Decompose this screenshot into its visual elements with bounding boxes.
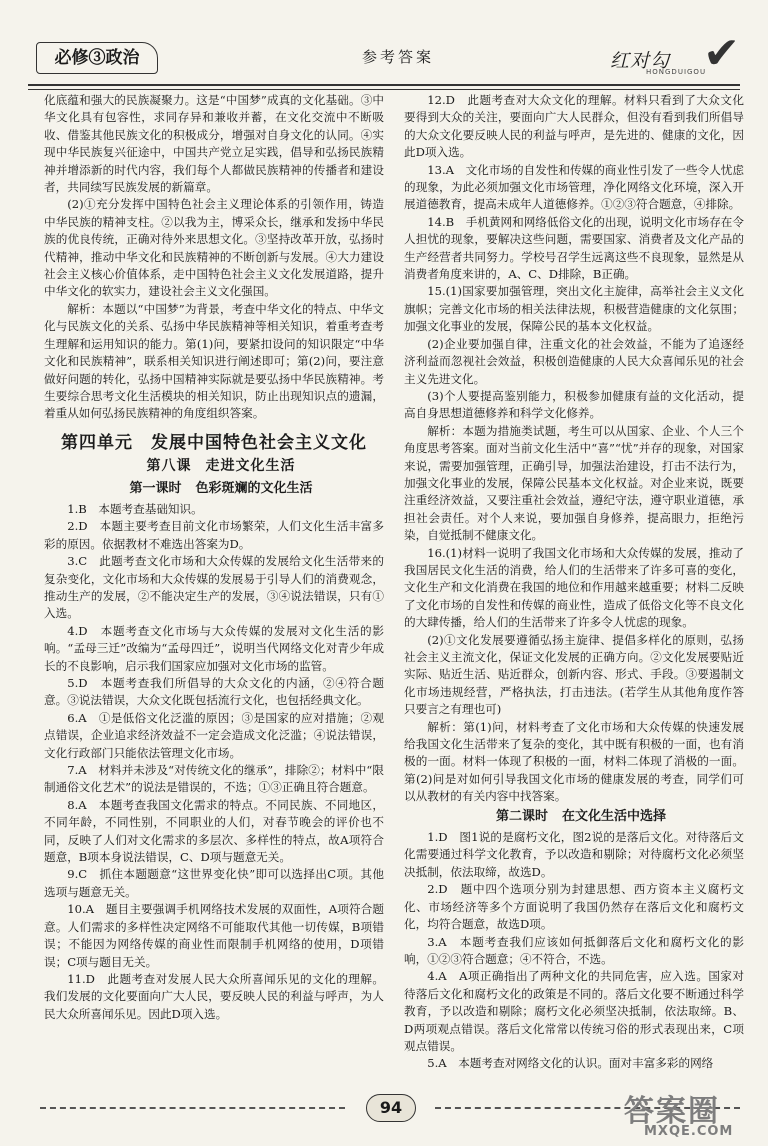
period-heading [44, 480, 384, 497]
lesson-title: 走进文化生活 [205, 458, 296, 475]
period-heading [404, 808, 744, 825]
answer-item: 5.D 本题考查我们所倡导的大众文化的内涵，②④符合题意。③说法错误，大众文化既包括流行文化，也包括经典文化。 [44, 676, 384, 708]
answer-item: 10.A 题目主要强调手机网络技术发展的双面性，A项符合题意。人们需求的多样性决定网络不可能取代其他一切传媒，B项错误；不能因为网络传媒的商业性而限制手机网络的使用，D项错误；C项与题目无关。 [44, 902, 384, 969]
answer-item: 6.A ①是低俗文化泛滥的原因；③是国家的应对措施；②观点错误，企业追求经济效益不一定会造成文化泛滥；④说法错误，文化行政部门只能依法管理文化市场。 [44, 710, 384, 760]
paragraph: 化底蕴和强大的民族凝聚力。这是“中国梦”成真的文化基础。③中华文化具有包容性，求同存异和兼收并蓄，在文化交流中不断吸收、借鉴其他民族文化的积极成分，增强对自身文化的认同。④实现中华民族复兴征途中，中国共产党立足实践，倡导和弘扬民族精神并增添新的时代内容，我们每个人都做民族精神的传播者和建设者，共同续写民族发展的新篇章。 [44, 93, 384, 195]
paragraph: (2)①充分发挥中国特色社会主义理论体系的引领作用，铸造中华民族的精神支柱。②以我为主，博采众长，继承和发扬中华民族的优良传统，正确对待外来思想文化。③坚持改革开放，弘扬时代精神，推动中华文化和民族精神的不断创新与发展。④大力建设社会主义核心价值体系，走中国特色社会主义文化发展道路，提升中华文化的软实力，建设社会主义文化强国。 [44, 197, 384, 299]
answer-item: 1.D 图1说的是腐朽文化，图2说的是落后文化。对待落后文化需要通过科学文化教育，予以改造和剔除；对待腐朽文化必须坚决抵制，依法取缔，故选D。 [404, 830, 744, 879]
answer-item: 5.A 本题考查对网络文化的认识。面对丰富多彩的网络 [427, 1056, 714, 1071]
unit-heading: 第四单元 发展中国特色社会主义文化 [61, 432, 367, 453]
answer-item: 13.A 文化市场的自发性和传媒的商业性引发了一些令人忧虑的现象，为此必须加强文化市场管理，净化网络文化环境，深入开展道德教育，提高未成年人道德修养。①②③符合题意，④排除。 [404, 162, 744, 212]
answer-item: 14.B 手机黄网和网络低俗文化的出现，说明文化市场存在令人担忧的现象，要解决这些问题，需要国家、消费者及文化产品的生产经营者共同努力。学校号召学生远离这些不良现象，显然是从消费者角度来讲的，A、C、D排除，B正确。 [404, 214, 744, 282]
page-number: 94 [366, 1094, 416, 1122]
footer-divider [40, 1107, 345, 1109]
period-title: 在文化生活中选择 [562, 808, 667, 824]
book-title: 必修③政治 [36, 42, 158, 74]
answer-item: 4.A A项正确指出了两种文化的共同危害，应入选。国家对待落后文化和腐朽文化的政策是不同的。落后文化要不断通过科学教育，予以改造和剔除；腐朽文化必须坚决抵制，依法取缔。B、D两项观点错误。落后文化常常以传统习俗的形式表现出来，C项观点错误。 [404, 969, 744, 1053]
lesson-heading [44, 458, 384, 475]
answer-item: 12.D 此题考查对大众文化的理解。材料只看到了大众文化要得到大众的关注，要面向广大人民群众，但没有看到我们所倡导的大众文化要反映人民的利益与呼声，是先进的、健康的文化，因此D项入选。 [404, 93, 744, 160]
answer-item: (3)个人要提高鉴别能力，积极参加健康有益的文化活动，提高自身思想道德修养和科学文化修养。 [404, 388, 744, 421]
logo-subtext: HONGDUIGOU [646, 68, 707, 76]
right-column [404, 92, 744, 1073]
answer-item: 7.A 材料并未涉及“对传统文化的继承”，排除②；材料中“限制通俗文化艺术”的说法是错误的，不选；①③正确且符合题意。 [44, 763, 384, 795]
answer-item: 16.(1)材料一说明了我国文化市场和大众传媒的发展，推动了我国居民文化生活的消费，给人们的生活带来了许多可喜的变化，文化生产和文化消费在我国的地位和作用越来越重要；材料二反映了文化市场的自发性和传媒的商业性，造成了低俗文化等不良文化的大肆传播，给人们的生活带来了许多令人忧虑的现象。 [404, 545, 744, 630]
analysis-paragraph: 解析：第(1)问，材料考查了文化市场和大众传媒的快速发展给我国文化生活带来了复杂的变化，其中既有积极的一面，也有消极的一面。材料一体现了积极的一面，材料二体现了消极的一面。第(2)问是对如何引导我国文化市场的健康发展的考查，同学们可以从教材的有关内容中找答案。 [404, 719, 744, 804]
lesson-number: 第八课 [146, 458, 192, 475]
period-number: 第二课时 [495, 808, 548, 824]
answer-item: (2)①文化发展要遵循弘扬主旋律、提倡多样化的原则，弘扬社会主义主流文化，保证文化发展的正确方向。②文化发展要贴近实际、贴近生活、贴近群众，创新内容、形式、手段。③要遏制文化市场违规经营，严格执法，打击违法。(若学生从其他角度作答只要言之有理也可) [404, 632, 744, 717]
answer-item: 2.D 本题主要考查目前文化市场繁荣，人们文化生活丰富多彩的原因。依据教材不难选出答案为D。 [44, 519, 384, 551]
analysis-paragraph: 解析：本题为措施类试题，考生可以从国家、企业、个人三个角度思考答案。面对当前文化生活中“喜”“忧”并存的现象，对国家来说，需要加强管理，正确引导，加强法治建设，打击不法行为，加强文化事业的发展，保障公民基本文化权益。对企业来说，既要注重经济效益，又要注重社会效益，遵纪守法，遵守职业道德，承担社会责任。对个人来说，要加强自身修养，提高眼力，拒绝污染，自觉抵制不健康文化。 [404, 423, 744, 543]
analysis-paragraph: 解析：本题以“中国梦”为背景，考查中华文化的特点、中华文化与民族文化的关系、弘扬中华民族精神等相关知识，着重考查考生理解和运用知识的能力。第(1)问，要紧扣设问的知识限定“中华文化和民族精神”，联系相关知识进行阐述即可；第(2)问，要注意做好问题的转化，弘扬中国精神实际就是要弘扬中华民族精神。考生要综合思考文化生活模块的相关知识，防止出现知识点的遗漏，着重从如何弘扬民族精神的角度组织答案。 [44, 301, 384, 421]
checkmark-icon: ✔ [703, 28, 740, 79]
left-column [44, 92, 384, 1023]
section-title: 参考答案 [361, 48, 434, 66]
answer-item: 3.C 此题考查文化市场和大众传媒的发展给文化生活带来的复杂变化，文化市场和大众传媒的发展易于引导人们的消费观念，推动生产的发展，②不能决定生产的发展，③④说法错误，只有①入选。 [44, 554, 384, 621]
period-title: 色彩斑斓的文化生活 [195, 480, 313, 496]
answer-item: 8.A 本题考查我国文化需求的特点。不同民族、不同地区，不同年龄，不同性别，不同职业的人们，对春节晚会的评价也不同，反映了人们对文化需求的多层次、多样性的特点，故A项符合题意，B项本身说法错误，C、D项与题意无关。 [44, 797, 384, 865]
answer-item: 11.D 此题考查对发展人民大众所喜闻乐见的文化的理解。我们发展的文化要面向广大人民，要反映人民的利益与呼声，为人民大众所喜闻乐见。因此D项入选。 [44, 971, 384, 1021]
logo-text: 红对勾 [610, 50, 671, 72]
answer-item: 1.B 本题考查基础知识。 [67, 501, 203, 516]
answer-item: (2)企业要加强自律，注重文化的社会效益，不能为了追逐经济利益而忽视社会效益，积极创造健康的人民大众喜闻乐见的社会主义先进文化。 [404, 336, 744, 386]
watermark-url: MXQE.COM [644, 1124, 734, 1139]
watermark-text: 答案圈 [624, 1094, 720, 1129]
answer-item: 2.D 题中四个选项分别为封建思想、西方资本主义腐朽文化、市场经济等多个方面说明了我国仍然存在落后文化和腐朽文化，均符合题意，故选D项。 [404, 882, 744, 932]
answer-item: 4.D 本题考查文化市场与大众传媒的发展对文化生活的影响。“孟母三迁”改编为“孟母四迁”，说明当代网络文化对青少年成长的不良影响，启示我们国家应加强对文化市场的监管。 [44, 623, 384, 673]
header-rule [28, 84, 740, 90]
period-number: 第一课时 [129, 480, 182, 496]
answer-item: 9.C 抓住本题题意“这世界变化快”即可以选择出C项。其他选项与题意无关。 [44, 867, 384, 899]
answer-item: 15.(1)国家要加强管理，突出文化主旋律，高举社会主义文化旗帜；完善文化市场的相关法律法规，积极营造健康的文化氛围；加强文化事业的发展，保障公民的基本文化权益。 [404, 284, 744, 334]
page-header [28, 28, 748, 84]
answer-item: 3.A 本题考查我们应该如何抵御落后文化和腐朽文化的影响，①②③符合题意；④不符合，不选。 [404, 934, 744, 966]
watermark [624, 1086, 754, 1142]
brand-logo [610, 28, 740, 80]
